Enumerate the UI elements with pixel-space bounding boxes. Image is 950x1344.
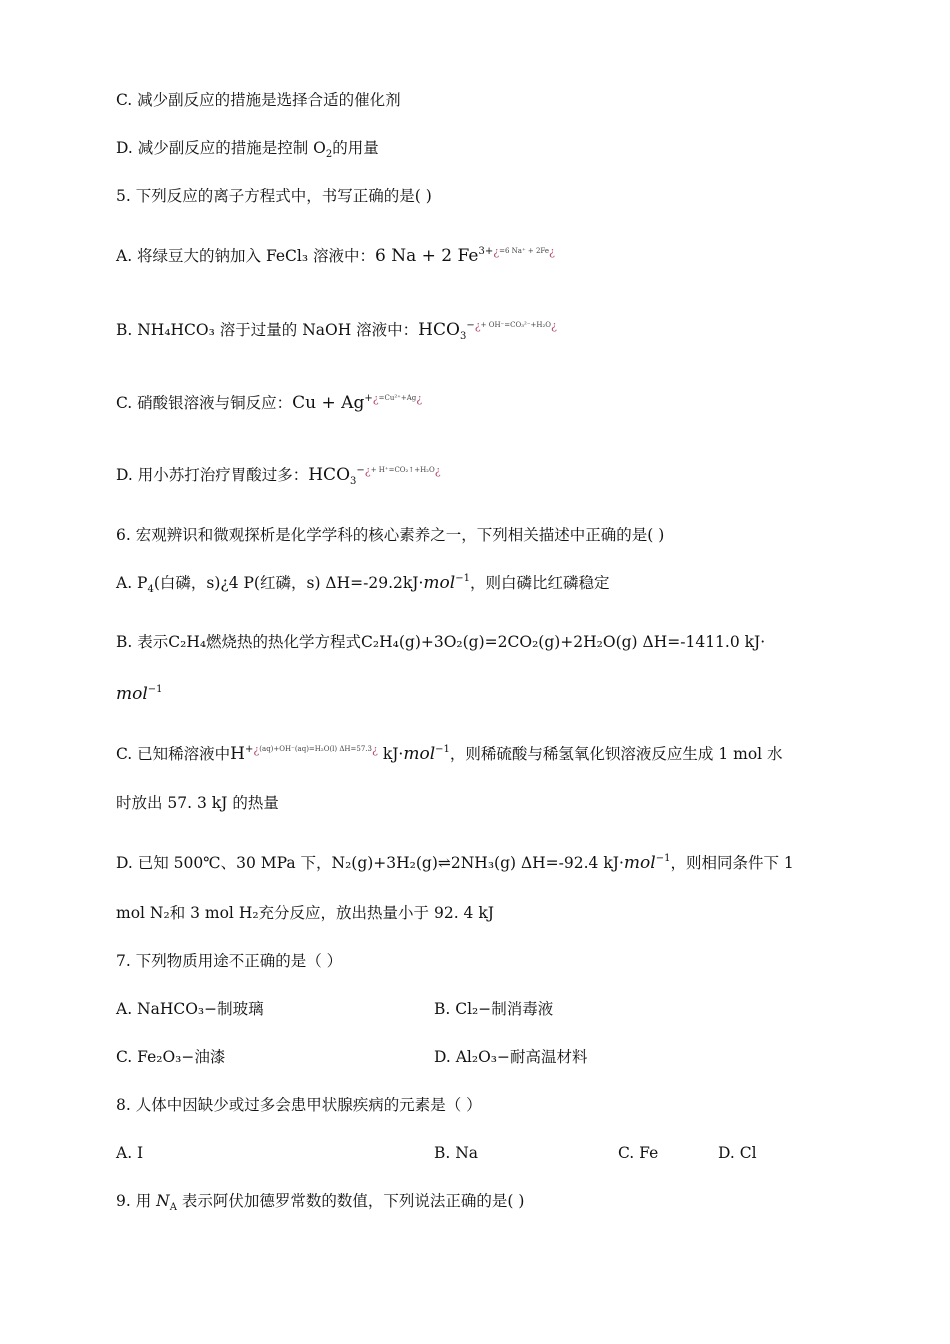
q5-stem: 5. 下列反应的离子方程式中，书写正确的是( ) bbox=[116, 187, 432, 205]
q8-option-b: B. Na bbox=[434, 1144, 479, 1162]
q5-option-c: C. 硝酸银溶液与铜反应：$Cu + Ag^{+¿=Cu^{2+}+Ag¿}$ bbox=[116, 392, 423, 413]
q4-option-c: C. 减少副反应的措施是选择合适的催化剂 bbox=[116, 91, 401, 109]
q5-option-a: A. 将绿豆大的钠加入 FeCl₃ 溶液中：6 Na + 2 $Fe^{3+¿=6 Na^+ + 2Fe¿}$ bbox=[116, 245, 555, 266]
q8-option-d: D. Cl bbox=[718, 1144, 757, 1162]
q8-stem: 8. 人体中因缺少或过多会患甲状腺疾病的元素是（ ） bbox=[116, 1096, 482, 1114]
q6-option-a: A. $P_4$(白磷，s)¿4 P(红磷，s) ΔH=-29.2kJ·mol$^{-1}$，则白磷比红磷稳定 bbox=[116, 573, 610, 595]
q8-option-a: A. I bbox=[116, 1144, 144, 1162]
q5-option-b: B. NH₄HCO₃ 溶于过量的 NaOH 溶液中：$HCO_3^{-¿+ OH^-=CO_3^{2-}+H_2O¿}$ bbox=[116, 319, 557, 342]
q9-stem: 9. 用 $N_A$ 表示阿伏加德罗常数的数值，下列说法正确的是( ) bbox=[116, 1192, 525, 1213]
q6-stem: 6. 宏观辨识和微观探析是化学学科的核心素养之一，下列相关描述中正确的是( ) bbox=[116, 526, 665, 544]
q8-option-c: C. Fe bbox=[618, 1144, 659, 1162]
q7-option-c: C. Fe₂O₃−油漆 bbox=[116, 1048, 226, 1066]
q7-option-d: D. Al₂O₃−耐高温材料 bbox=[434, 1048, 588, 1066]
q7-option-a: A. NaHCO₃−制玻璃 bbox=[116, 1000, 264, 1018]
q7-stem: 7. 下列物质用途不正确的是（ ） bbox=[116, 952, 343, 970]
q6-option-b-line1: B. 表示C₂H₄燃烧热的热化学方程式C₂H₄(g)+3O₂(g)=2CO₂(g)+2H₂O(g) ΔH=-1411.0 kJ· bbox=[116, 633, 766, 651]
q6-option-d-line1: D. 已知 500℃、30 MPa 下，N₂(g)+3H₂(g)⇌2NH₃(g) ΔH=-92.4 kJ·mol$^{-1}$，则相同条件下 1 bbox=[116, 853, 794, 873]
q7-option-b: B. Cl₂−制消毒液 bbox=[434, 1000, 554, 1018]
q4-option-d: D. 减少副反应的措施是控制 $O_2$的用量 bbox=[116, 139, 379, 160]
q6-option-b-line2: mol$^{-1}$ bbox=[116, 684, 163, 704]
q6-option-c-line1: C. 已知稀溶液中$H^{+¿(aq)+OH^-(aq)=H_2O(l) \Delta H=57.3¿}$ kJ·mol$^{-1}$，则稀硫酸与稀氢氧化钡溶液反应生成 1 mol 水 bbox=[116, 743, 783, 764]
q6-option-d-line2: mol N₂和 3 mol H₂充分反应，放出热量小于 92. 4 kJ bbox=[116, 904, 494, 922]
q5-option-d: D. 用小苏打治疗胃酸过多：$HCO_3^{-¿+ H^+=CO_2↑+H_2O¿}$ bbox=[116, 464, 441, 487]
q6-option-c-line2: 时放出 57. 3 kJ 的热量 bbox=[116, 794, 279, 812]
